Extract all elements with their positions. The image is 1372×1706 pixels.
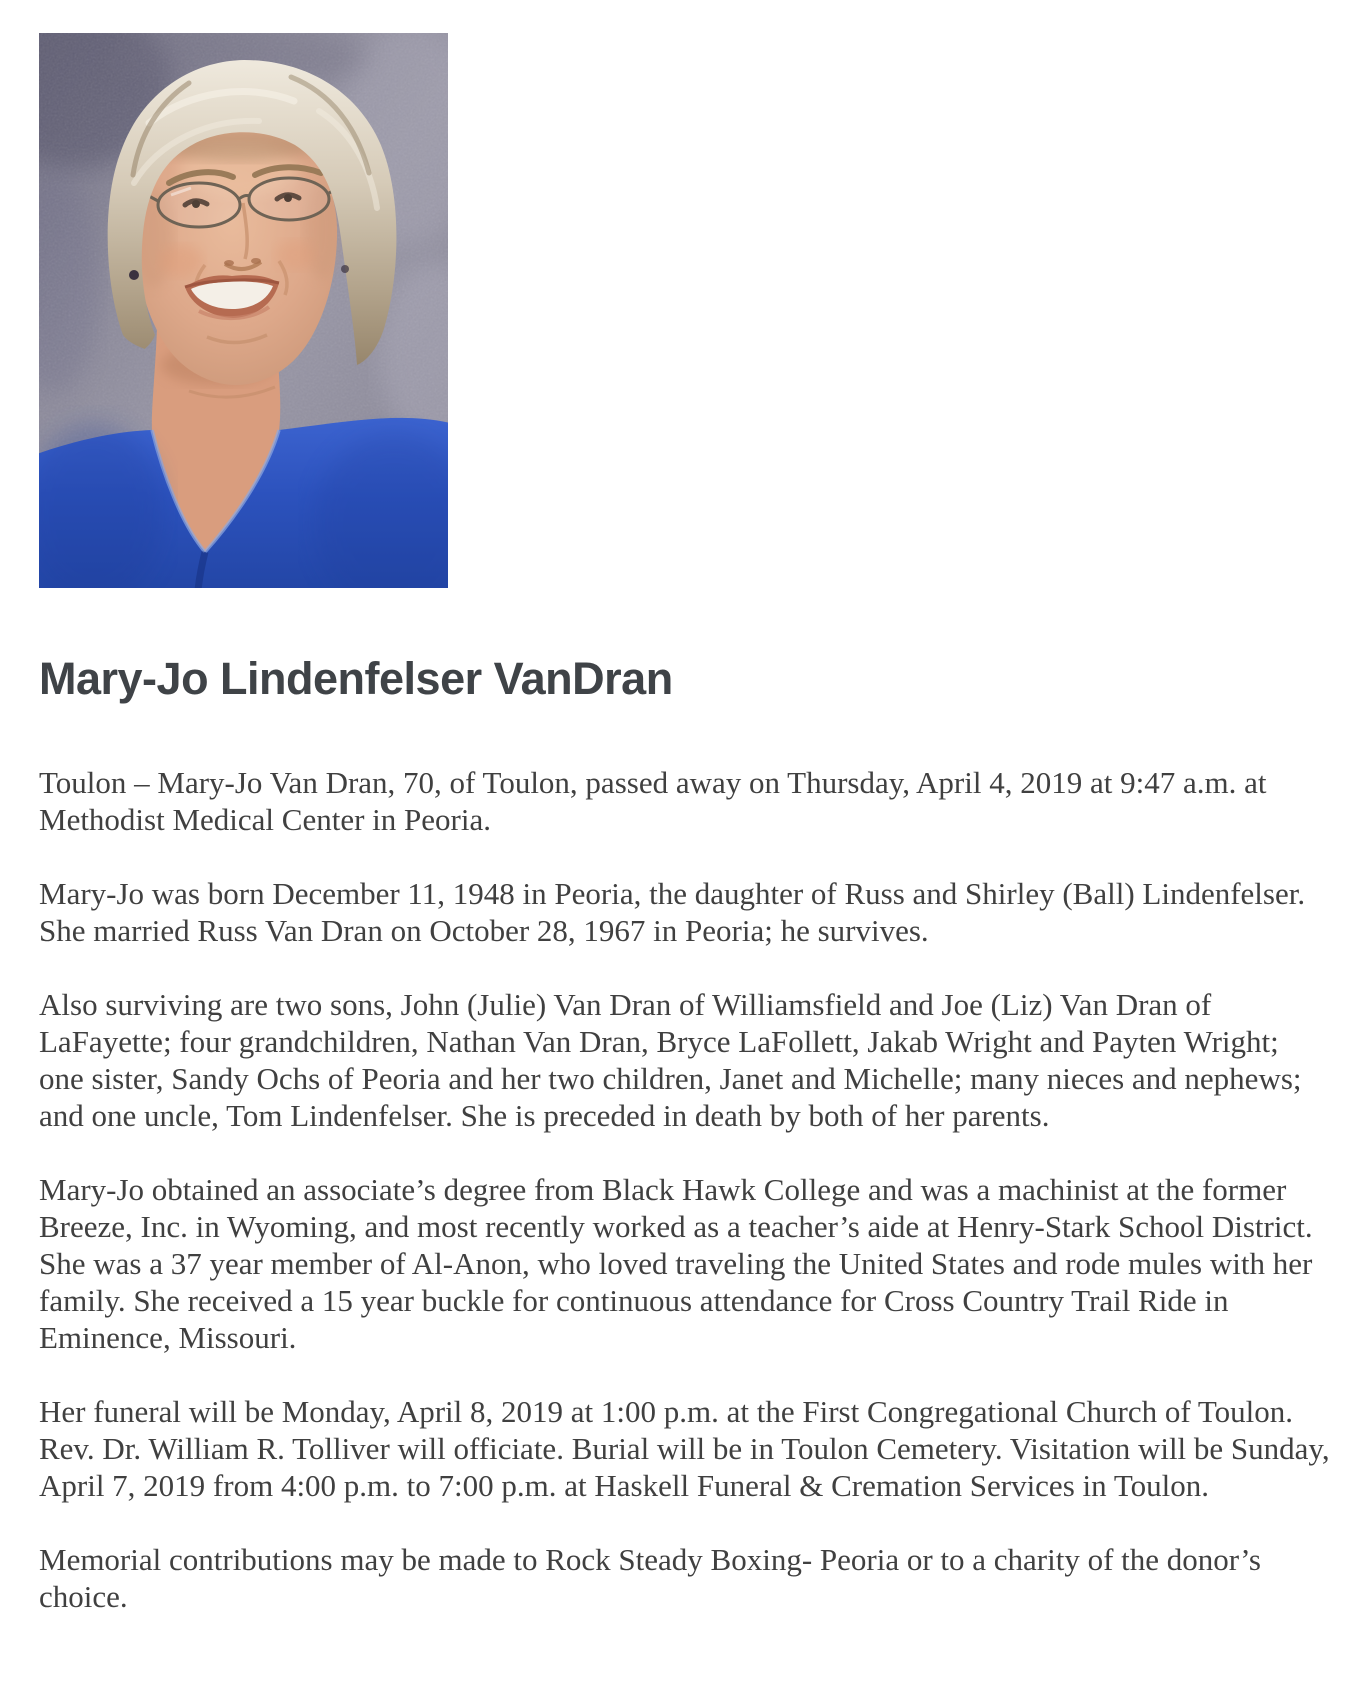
obituary-text [39,764,1332,1615]
obituary-paragraph-4: Mary-Jo obtained an associate’s degree from Black Hawk College and was a machinist at the former Breeze, Inc. in Wyoming, and most recently worked as a teacher’s aide at Henry-Stark School District. She was a 37 year member of Al-Anon, who loved traveling the United States and rode mules with her family. She received a 15 year buckle for continuous attendance for Cross Country Trail Ride in Eminence, Missouri. [39,1172,1313,1355]
obituary-paragraph-1: Toulon – Mary-Jo Van Dran, 70, of Toulon, passed away on Thursday, April 4, 2019 at 9:47 a.m. at Methodist Medical Center in Peoria. [39,765,1267,837]
obituary-paragraph-5: Her funeral will be Monday, April 8, 2019 at 1:00 p.m. at the First Congregational Church of Toulon. Rev. Dr. William R. Tolliver will officiate. Burial will be in Toulon Cemetery. Visitation will be Sunday, April 7, 2019 from 4:00 p.m. to 7:00 p.m. at Haskell Funeral & Cremation Services in Toulon. [39,1394,1330,1503]
obituary-paragraph-2: Mary-Jo was born December 11, 1948 in Peoria, the daughter of Russ and Shirley (Ball) Lindenfelser. She married Russ Van Dran on October 28, 1967 in Peoria; he survives. [39,876,1306,948]
portrait-photo [39,33,448,588]
obituary-paragraph-3: Also surviving are two sons, John (Julie) Van Dran of Williamsfield and Joe (Liz) Van Dran of LaFayette; four grandchildren, Nathan Van Dran, Bryce LaFollett, Jakab Wright and Payten Wright; one sister, Sandy Ochs of Peoria and her two children, Janet and Michelle; many nieces and nephews; and one uncle, Tom Lindenfelser. She is preceded in death by both of her parents. [39,987,1302,1133]
obituary-paragraph-6: Memorial contributions may be made to Rock Steady Boxing- Peoria or to a charity of the donor’s choice. [39,1542,1261,1614]
page-title: Mary-Jo Lindenfelser VanDran [39,653,673,704]
